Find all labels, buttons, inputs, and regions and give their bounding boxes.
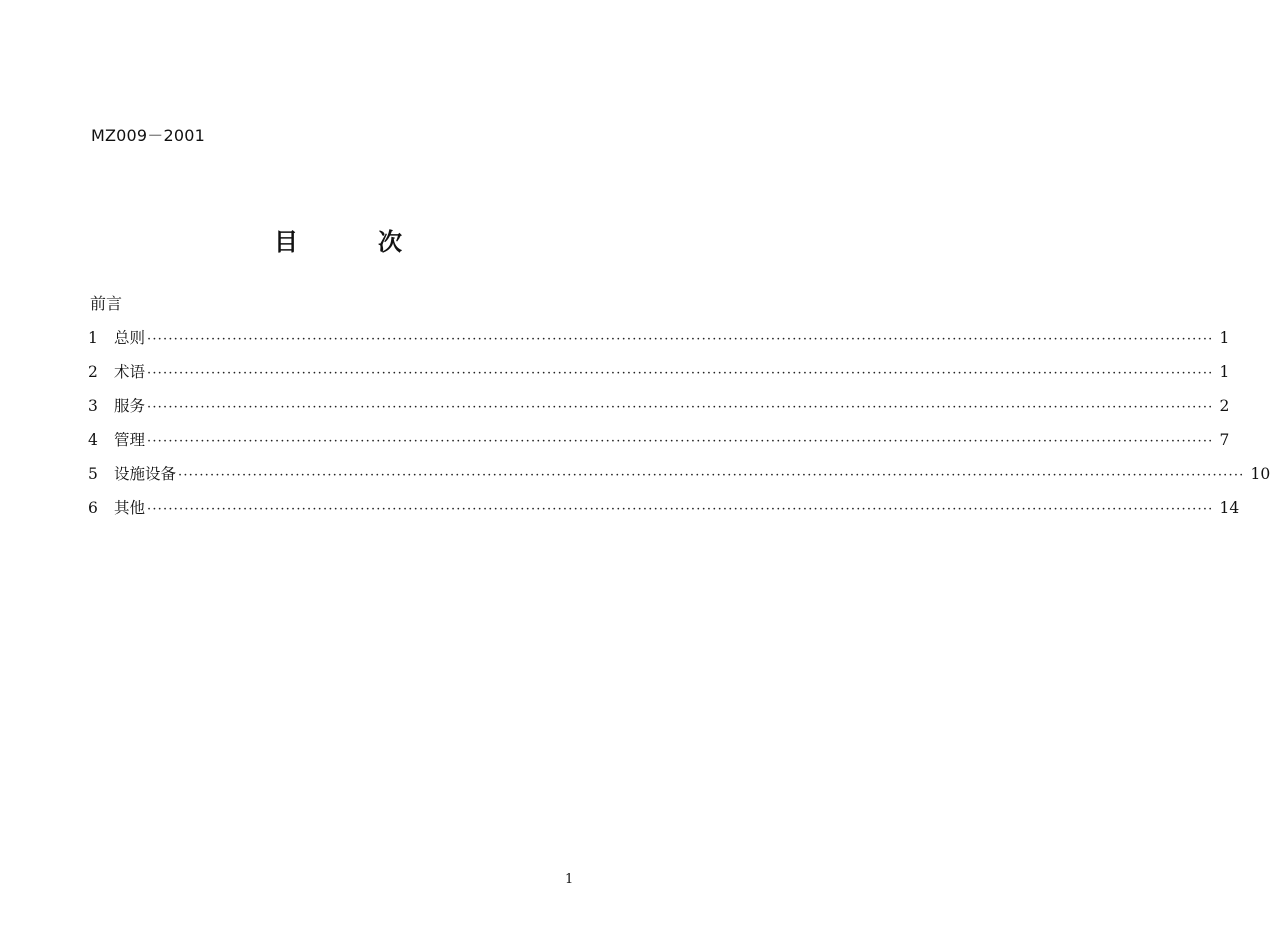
toc-entry-number: 4 xyxy=(88,431,98,449)
toc-title-char-1: 目 xyxy=(274,228,298,256)
toc-title xyxy=(0,222,658,254)
document-code: MZ009－2001 xyxy=(91,126,206,145)
toc-entry xyxy=(88,360,1230,394)
toc-entry-page: 7 xyxy=(1219,431,1230,449)
toc-leader-dots: ········································································································································································································ xyxy=(147,434,1214,449)
toc-entry-label: 设施设备 xyxy=(114,465,177,483)
toc-entry xyxy=(88,496,1240,530)
toc-entry-number: 5 xyxy=(88,465,98,483)
toc-entry-number: 3 xyxy=(88,397,98,415)
toc-entry-page: 10 xyxy=(1250,465,1270,483)
toc-entry-page: 2 xyxy=(1219,397,1230,415)
toc-leader-dots: ········································································································································································································ xyxy=(178,468,1245,483)
toc-entry xyxy=(88,326,1230,360)
toc-entry xyxy=(88,462,1270,496)
toc-entry-label: 管理 xyxy=(114,431,146,449)
toc-entry-label: 术语 xyxy=(114,363,146,381)
toc-entry xyxy=(88,394,1230,428)
toc-entry xyxy=(88,428,1230,462)
toc-title-char-2: 次 xyxy=(378,228,402,256)
toc-entry-number: 1 xyxy=(88,329,98,347)
toc-entry-label: 服务 xyxy=(114,397,146,415)
toc-preface: 前言 xyxy=(90,294,123,313)
toc-entry-number: 6 xyxy=(88,499,98,517)
page-number: 1 xyxy=(565,872,574,887)
toc-leader-dots: ········································································································································································································ xyxy=(147,502,1214,517)
toc-entry-page: 1 xyxy=(1219,363,1230,381)
toc-leader-dots: ········································································································································································································ xyxy=(147,366,1214,381)
toc-leader-dots: ········································································································································································································ xyxy=(147,332,1214,347)
toc-leader-dots: ········································································································································································································ xyxy=(147,400,1214,415)
toc-list xyxy=(88,326,1270,530)
toc-entry-page: 14 xyxy=(1219,499,1240,517)
toc-entry-label: 总则 xyxy=(114,329,146,347)
toc-entry-label: 其他 xyxy=(114,499,146,517)
toc-entry-page: 1 xyxy=(1219,329,1230,347)
toc-entry-number: 2 xyxy=(88,363,98,381)
